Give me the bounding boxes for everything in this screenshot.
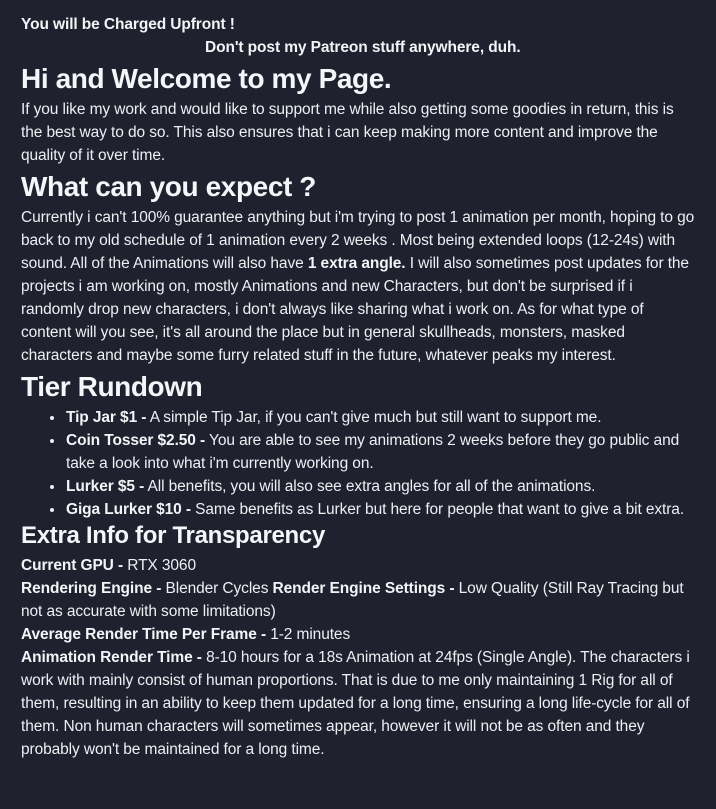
- tier-list: [21, 406, 695, 521]
- welcome-heading: Hi and Welcome to my Page.: [21, 63, 392, 94]
- tier-name: Coin Tosser $2.50 -: [66, 432, 206, 449]
- extra-info-heading: Extra Info for Transparency: [21, 522, 325, 549]
- tier-desc: All benefits, you will also see extra angles for all of the animations.: [144, 478, 596, 495]
- spec-line-average-render-time: Average Render Time Per Frame - 1-2 minutes: [21, 626, 351, 643]
- expect-paragraph: Currently i can't 100% guarantee anything but i'm trying to post 1 animation per month, hoping to go back to my old schedule of 1 animation every 2 weeks . Most being extended loops (12-24s) with sound. All of the Animations will also have 1 extra angle. I will also sometimes post updates for the projects i am working on, mostly Animations and new Characters, but don't be surprised if i randomly drop new characters, i don't always like sharing what i work on. As for what type of content will you see, it's all around the place but in general skullheads, monsters, masked characters and maybe some furry related stuff in the future, whatever peaks my interest.: [21, 209, 695, 364]
- tier-item-tip-jar: [65, 406, 695, 429]
- spec-line-animation-render-time: Animation Render Time - 8-10 hours for a 18s Animation at 24fps (Single Angle). The characters i work with mainly consist of human proportions. That is due to me only maintaining 1 Rig for all of them, resulting in an ability to keep them updated for a long time, ensuring a long life-cycle for all of them. Non human characters will sometimes appear, however it will not be as often and they probably won't be maintained for a long time.: [21, 649, 690, 758]
- expect-heading: What can you expect ?: [21, 171, 316, 202]
- tiers-heading: Tier Rundown: [21, 371, 203, 402]
- welcome-paragraph: If you like my work and would like to support me while also getting some goodies in return, this is the best way to do so. This also ensures that i can keep making more content and improve the quality of it over time.: [21, 101, 674, 164]
- tier-name: Giga Lurker $10 -: [66, 501, 191, 518]
- notice-no-repost: Don't post my Patreon stuff anywhere, duh.: [205, 39, 521, 56]
- tier-desc: You are able to see my animations 2 weeks before they go public and take a look into what i'm currently working on.: [66, 432, 680, 472]
- spec-line-rendering-engine: Rendering Engine - Blender Cycles Render Engine Settings - Low Quality (Still Ray Tracing but not as accurate with some limitations): [21, 580, 684, 620]
- notice-charged-upfront: You will be Charged Upfront !: [21, 16, 235, 33]
- spec-line-current-gpu: Current GPU - RTX 3060: [21, 557, 196, 574]
- tier-item-coin-tosser: [65, 429, 695, 475]
- tier-item-giga-lurker: [65, 498, 695, 521]
- tier-desc: A simple Tip Jar, if you can't give much but still want to support me.: [146, 409, 602, 426]
- tier-name: Lurker $5 -: [66, 478, 145, 495]
- tier-item-lurker: [65, 475, 695, 498]
- tier-desc: Same benefits as Lurker but here for people that want to give a bit extra.: [190, 501, 685, 518]
- tier-name: Tip Jar $1 -: [66, 409, 147, 426]
